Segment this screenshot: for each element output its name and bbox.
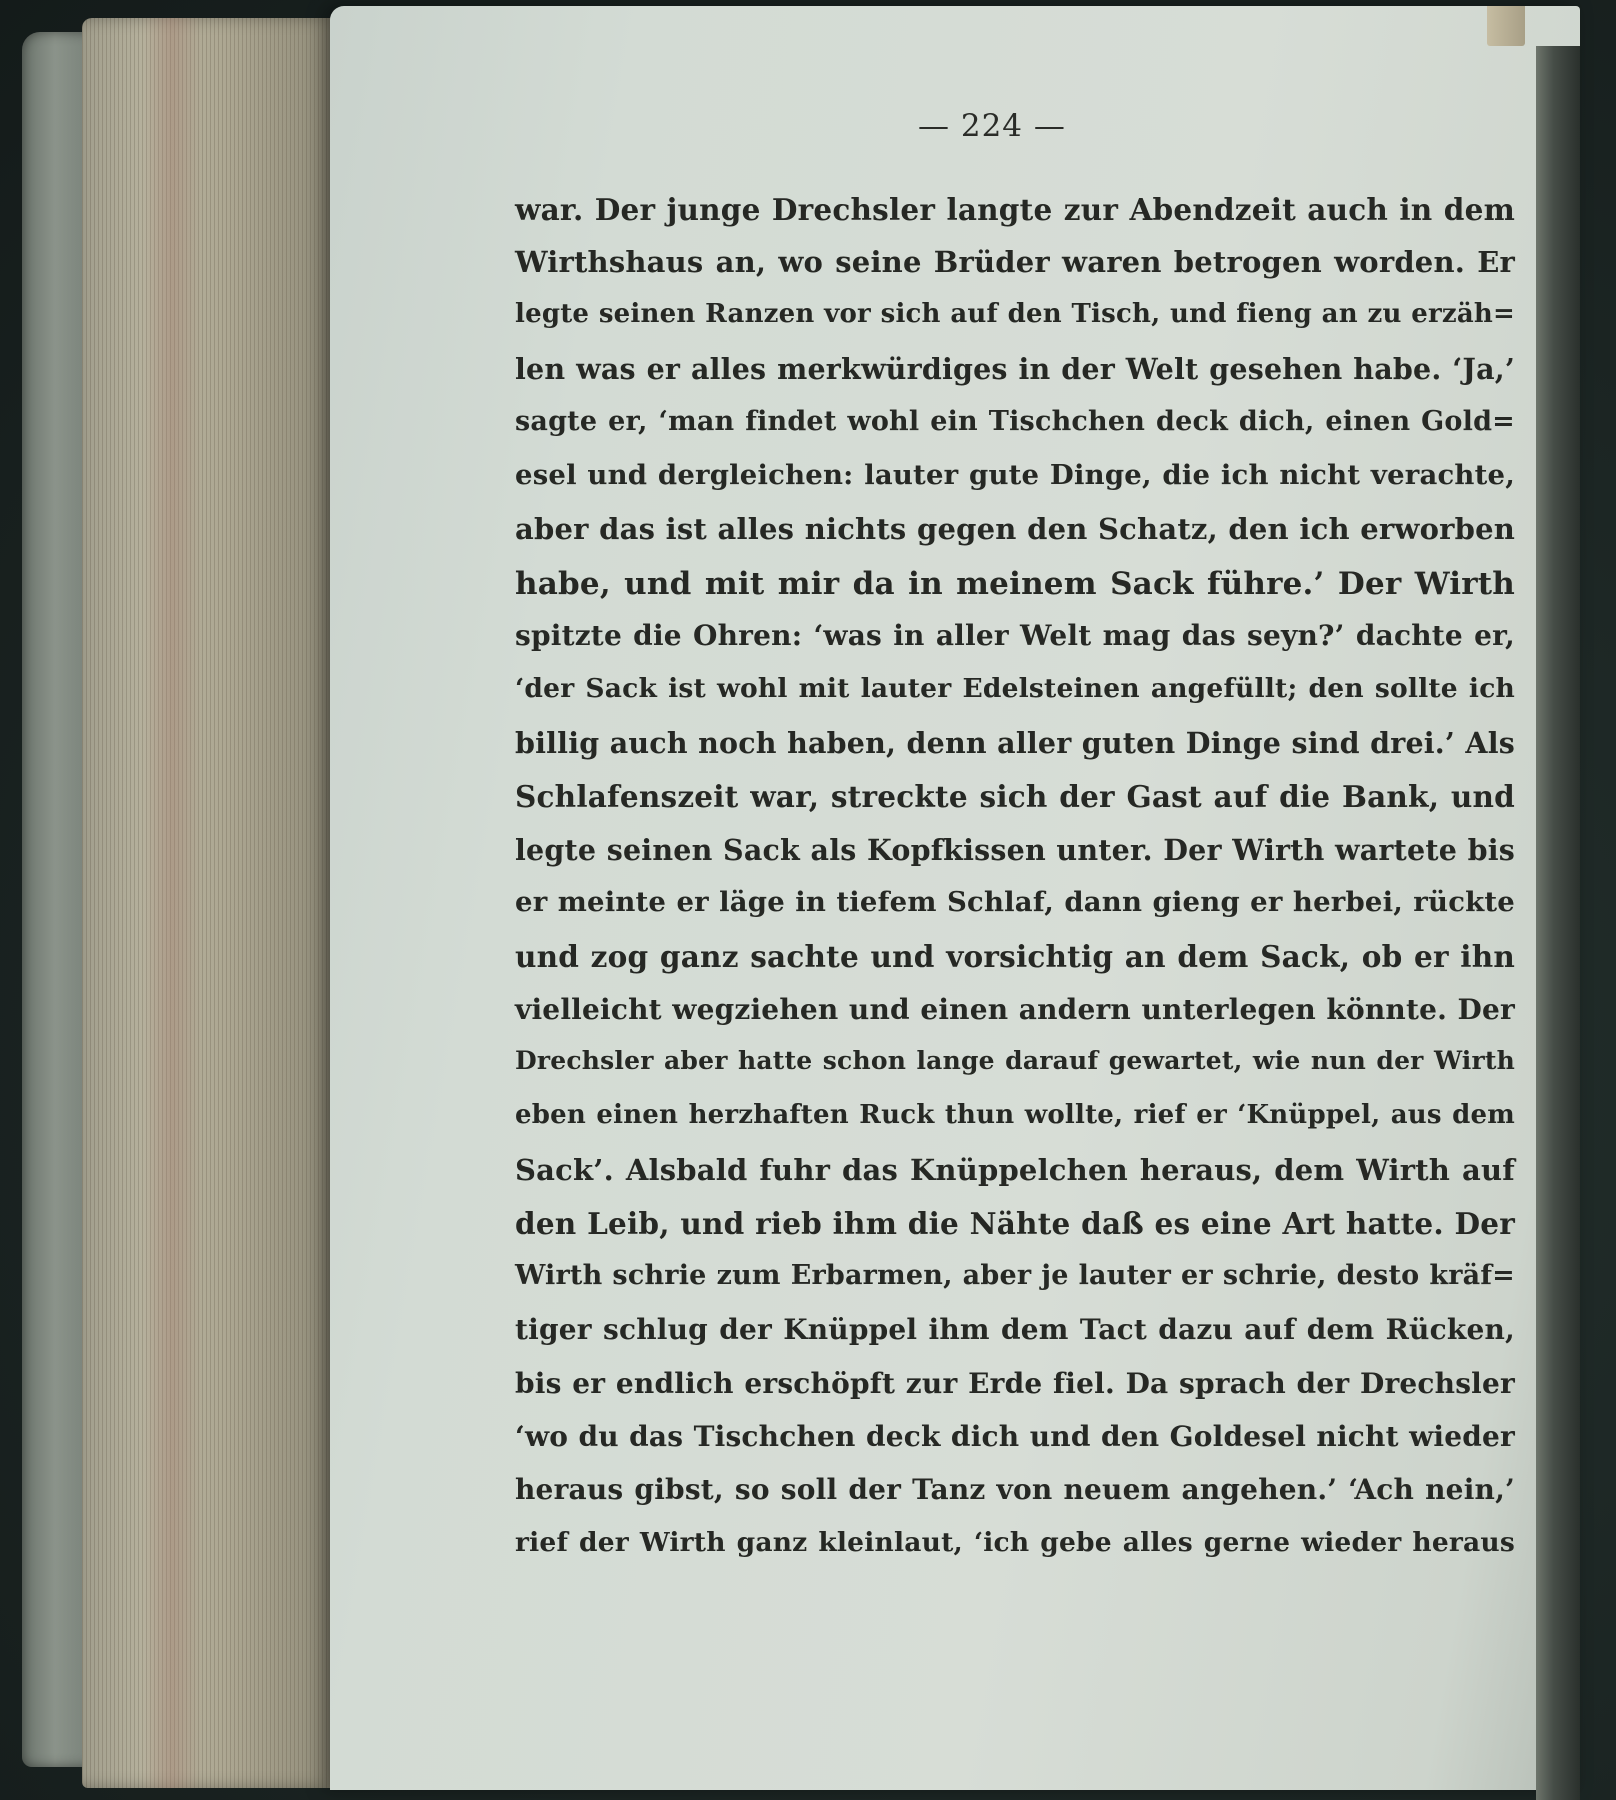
text-line: aber das ist alles nichts gegen den Schatz, den ich erworben [515,512,1515,547]
text-line: war. Der junge Drechsler langte zur Abendzeit auch in dem [515,192,1515,227]
text-line: legte seinen Sack als Kopfkissen unter. Der Wirth wartete bis [515,832,1515,867]
text-line: esel und dergleichen: lauter gute Dinge, die ich nicht verachte, [515,458,1515,491]
text-line: den Leib, und rieb ihm die Nähte daß es eine Art hatte. Der [515,1206,1515,1242]
text-line: Wirthshaus an, wo seine Brüder waren betrogen worden. Er [515,245,1515,280]
text-line: er meinte er läge in tiefem Schlaf, dann gieng er herbei, rückte [515,886,1515,919]
text-line: billig auch noch haben, denn aller guten Dinge sind drei.’ Als [515,725,1515,760]
text-line: Schlafenszeit war, streckte sich der Gast auf die Bank, und [515,779,1515,815]
text-line: und zog ganz sachte und vorsichtig an dem Sack, ob er ihn [515,939,1515,975]
text-line: Wirth schrie zum Erbarmen, aber je lauter er schrie, desto kräf= [515,1259,1515,1291]
text-line: eben einen herzhaften Ruck thun wollte, rief er ‘Knüppel, aus dem [515,1099,1515,1130]
text-line: rief der Wirth ganz kleinlaut, ‘ich gebe alles gerne wieder heraus [515,1526,1515,1558]
text-line: len was er alles merkwürdiges in der Welt gesehen habe. ‘Ja,’ [515,352,1515,387]
text-line: sagte er, ‘man findet wohl ein Tischchen deck dich, einen Gold= [515,405,1515,437]
page-edges [82,18,340,1788]
text-line: habe, und mit mir da in meinem Sack führe.’ Der Wirth [515,565,1515,602]
page-number: — 224 — [918,108,1066,144]
text-line: legte seinen Ranzen vor sich auf den Tisch, und fieng an zu erzäh= [515,298,1515,329]
text-line: Sack’. Alsbald fuhr das Knüppelchen heraus, dem Wirth auf [515,1153,1515,1188]
text-line: bis er endlich erschöpft zur Erde fiel. Da sprach der Drechsler [515,1366,1515,1400]
text-line: spitzte die Ohren: ‘was in aller Welt mag das seyn?’ dachte er, [515,619,1515,653]
bookmark-strip [1487,6,1525,46]
text-line: Drechsler aber hatte schon lange darauf gewartet, wie nun der Wirth [515,1046,1515,1076]
body-text [515,192,1515,1580]
text-line: tiger schlug der Knüppel ihm dem Tact dazu auf dem Rücken, [515,1313,1515,1347]
text-line: ‘der Sack ist wohl mit lauter Edelsteinen angefüllt; den sollte ich [515,672,1515,704]
text-line: vielleicht wegziehen und einen andern unterlegen könnte. Der [515,992,1515,1026]
book-gutter [1536,46,1580,1800]
text-line: heraus gibst, so soll der Tanz von neuem angehen.’ ‘Ach nein,’ [515,1473,1515,1507]
text-line: ‘wo du das Tischchen deck dich und den Goldesel nicht wieder [515,1419,1515,1453]
